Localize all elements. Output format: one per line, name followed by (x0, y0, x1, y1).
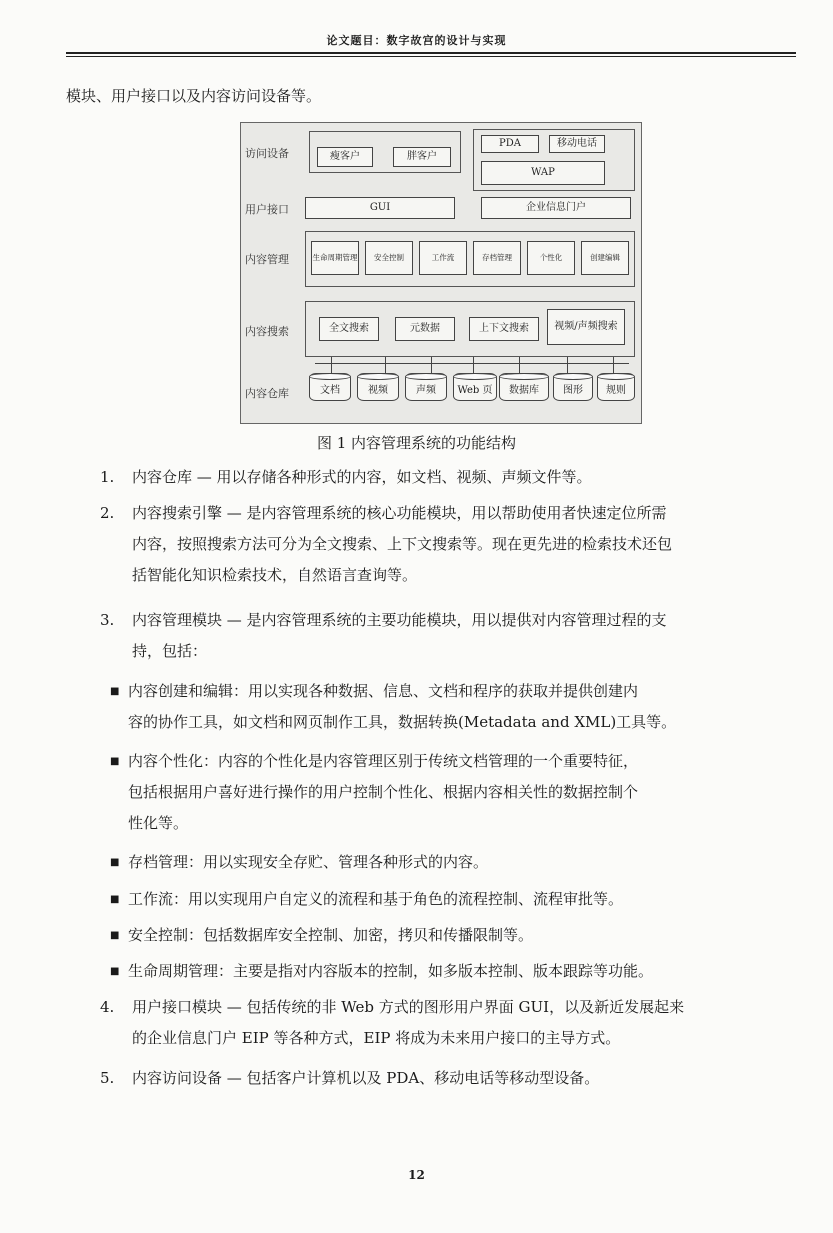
box-mobile-phone: 移动电话 (549, 135, 605, 153)
box-pda: PDA (481, 135, 539, 153)
box-av-search: 视频/声频搜索 (547, 309, 625, 345)
box-create-edit: 创建编辑 (581, 241, 629, 275)
page-number: 12 (408, 1168, 425, 1182)
bullet-line: 存档管理：用以实现安全存贮、管理各种形式的内容。 (128, 853, 489, 871)
connector (519, 357, 520, 373)
repo-web-pages: Web 页 (453, 373, 497, 401)
box-wap: WAP (481, 161, 605, 185)
box-workflow: 工作流 (419, 241, 467, 275)
item-line: 括智能化知识检索技术，自然语言查询等。 (132, 566, 418, 584)
box-fulltext: 全文搜索 (319, 317, 379, 341)
connector (431, 357, 432, 373)
bullet-line: 性化等。 (128, 814, 189, 832)
bullet-marker: ■ (110, 756, 120, 767)
box-gui: GUI (305, 197, 455, 219)
bullet-line: 生命周期管理：主要是指对内容版本的控制，如多版本控制、版本跟踪等功能。 (128, 962, 654, 980)
bullet-marker: ■ (110, 686, 120, 697)
box-enterprise-portal: 企业信息门户 (481, 197, 631, 219)
item-line: 内容，按照搜索方法可分为全文搜索、上下文搜索等。现在更先进的检索技术还包 (132, 535, 673, 553)
item-number: 2. (100, 504, 115, 522)
repo-rules: 规则 (597, 373, 635, 401)
figure-caption: 图 1 内容管理系统的功能结构 (316, 434, 517, 452)
connector (473, 357, 474, 373)
connector (613, 357, 614, 373)
bullet-item (110, 847, 788, 878)
bullet-item (110, 956, 788, 987)
bullet-marker: ■ (110, 966, 120, 977)
bullet-line: 包括根据用户喜好进行操作的用户控制个性化、根据内容相关性的数据控制个 (128, 783, 639, 801)
bus-line (315, 363, 629, 364)
box-fat-client: 胖客户 (393, 147, 451, 167)
item-number: 4. (100, 998, 115, 1016)
item-number: 5. (100, 1069, 115, 1087)
list-item-1 (100, 462, 785, 493)
box-personalize: 个性化 (527, 241, 575, 275)
connector (385, 357, 386, 373)
item-number: 1. (100, 468, 115, 486)
item-line: 内容搜索引擎 — 是内容管理系统的核心功能模块，用以帮助使用者快速定位所需 (132, 504, 667, 522)
repo-database: 数据库 (499, 373, 549, 401)
bullet-marker: ■ (110, 857, 120, 868)
bullet-line: 内容创建和编辑：用以实现各种数据、信息、文档和程序的获取并提供创建内 (128, 682, 639, 700)
row-label-access: 访问设备 (245, 147, 289, 160)
list-item-3 (100, 605, 785, 667)
connector (331, 357, 332, 373)
list-item-2 (100, 498, 785, 591)
box-archive: 存档管理 (473, 241, 521, 275)
repo-video: 视频 (357, 373, 399, 401)
box-lifecycle: 生命周期管理 (311, 241, 359, 275)
item-number: 3. (100, 611, 115, 629)
bullet-item (110, 746, 788, 839)
bullet-item (110, 884, 788, 915)
repo-audio: 声频 (405, 373, 447, 401)
item-line: 内容访问设备 — 包括客户计算机以及 PDA、移动电话等移动型设备。 (132, 1069, 600, 1087)
header-title: 论文题目：数字故宫的设计与实现 (326, 34, 507, 47)
repo-documents: 文档 (309, 373, 351, 401)
item-line: 用户接口模块 — 包括传统的非 Web 方式的图形用户界面 GUI，以及新近发展起来 (132, 998, 685, 1016)
list-item-4 (100, 992, 785, 1054)
connector (567, 357, 568, 373)
box-context-search: 上下文搜索 (469, 317, 539, 341)
box-metadata: 元数据 (395, 317, 455, 341)
bullet-line: 安全控制：包括数据库安全控制、加密，拷贝和传播限制等。 (128, 926, 534, 944)
row-label-ui: 用户接口 (245, 203, 289, 216)
bullet-item (110, 676, 788, 738)
bullet-line: 内容个性化：内容的个性化是内容管理区别于传统文档管理的一个重要特征， (128, 752, 639, 770)
header-rule (66, 52, 796, 57)
box-security: 安全控制 (365, 241, 413, 275)
list-item-5 (100, 1063, 785, 1094)
bullet-marker: ■ (110, 930, 120, 941)
bullet-line: 容的协作工具，如文档和网页制作工具，数据转换(Metadata and XML)工具等。 (128, 713, 677, 731)
bullet-item (110, 920, 788, 951)
intro-line: 模块、用户接口以及内容访问设备等。 (66, 87, 322, 105)
bullet-line: 工作流：用以实现用户自定义的流程和基于角色的流程控制、流程审批等。 (128, 890, 624, 908)
item-line: 内容仓库 — 用以存储各种形式的内容，如文档、视频、声频文件等。 (132, 468, 592, 486)
item-line: 的企业信息门户 EIP 等各种方式，EIP 将成为未来用户接口的主导方式。 (132, 1029, 621, 1047)
bullet-marker: ■ (110, 894, 120, 905)
row-label-repo: 内容仓库 (245, 387, 289, 400)
row-label-search: 内容搜索 (245, 325, 289, 338)
box-thin-client: 瘦客户 (317, 147, 373, 167)
row-label-mgmt: 内容管理 (245, 253, 289, 266)
item-line: 持，包括： (132, 642, 208, 660)
cms-structure-figure (240, 122, 642, 424)
item-line: 内容管理模块 — 是内容管理系统的主要功能模块，用以提供对内容管理过程的支 (132, 611, 667, 629)
repo-graphics: 图形 (553, 373, 593, 401)
